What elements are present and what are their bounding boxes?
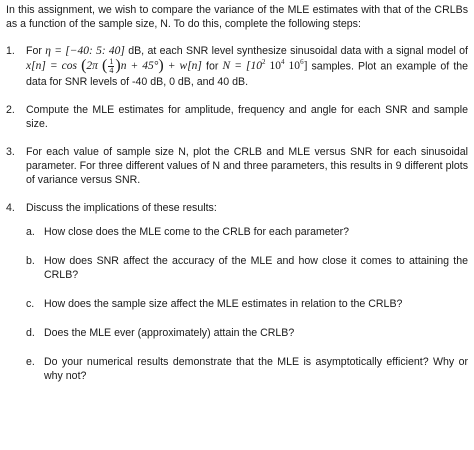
step-2 [6, 103, 468, 131]
question-b [26, 254, 468, 282]
question-text: How does SNR affect the accuracy of the MLE and how close it comes to attaining the CRLB? [44, 255, 468, 281]
step-1 [6, 44, 468, 89]
question-letter: a. [26, 226, 35, 238]
question-d [26, 326, 468, 340]
step-3-text: For each value of sample size N, plot the CRLB and MLE versus SNR for each sinusoidal parameter. For three different values of N and three parameters, this results in 9 different plots of variance versus SNR. [26, 146, 468, 186]
question-letter: d. [26, 327, 35, 339]
question-text: Does the MLE ever (approximately) attain the CRLB? [44, 327, 295, 339]
step-4 [6, 201, 468, 383]
question-letter: b. [26, 255, 35, 267]
signal-model-math: x[n] = cos (2π ( $\frac{1}{4}$ )n + 45°) + w[n] [26, 57, 202, 75]
step-number: 4. [6, 202, 15, 214]
question-text: How does the sample size affect the MLE estimates in relation to the CRLB? [44, 298, 403, 310]
step-4-text: Discuss the implications of these results: [26, 202, 217, 214]
question-text: Do your numerical results demonstrate that the MLE is asymptotically efficient? Why or why not? [44, 356, 468, 382]
step-3 [6, 145, 468, 187]
question-a [26, 225, 468, 239]
step-1-text: For η = [−40: 5: 40] dB, at each SNR level synthesize sinusoidal data with a signal model of x[n] = cos (2π ( $\frac{1}{4}$ )n + 45°) + w[n] for $N = [10^2$ $10^4$ $10^6$] samples. Plot an example of the data for SNR levels of -40 dB, 0 dB, and 40 dB. [26, 45, 469, 88]
question-letter: c. [26, 298, 35, 310]
step-number: 3. [6, 146, 15, 158]
step-number: 2. [6, 104, 15, 116]
step-2-text: Compute the MLE estimates for amplitude, frequency and angle for each SNR and sample size. [26, 104, 468, 130]
question-e [26, 355, 468, 383]
question-text: How close does the MLE come to the CRLB for each parameter? [44, 226, 350, 238]
frequency-fraction: $\frac{1}{4}$ [109, 57, 114, 75]
question-letter: e. [26, 356, 35, 368]
sample-size-math: $N = [10^2$ $10^4$ $10^6$] [222, 58, 308, 73]
step-number: 1. [6, 45, 15, 57]
discussion-questions [26, 225, 468, 383]
question-c [26, 297, 468, 311]
intro-paragraph: In this assignment, we wish to compare the variance of the MLE estimates with that of the CRLBs as a function of the sample size, N. To do this, complete the following steps: [6, 4, 468, 30]
snr-range-math: η = [−40: 5: 40] [45, 45, 125, 57]
